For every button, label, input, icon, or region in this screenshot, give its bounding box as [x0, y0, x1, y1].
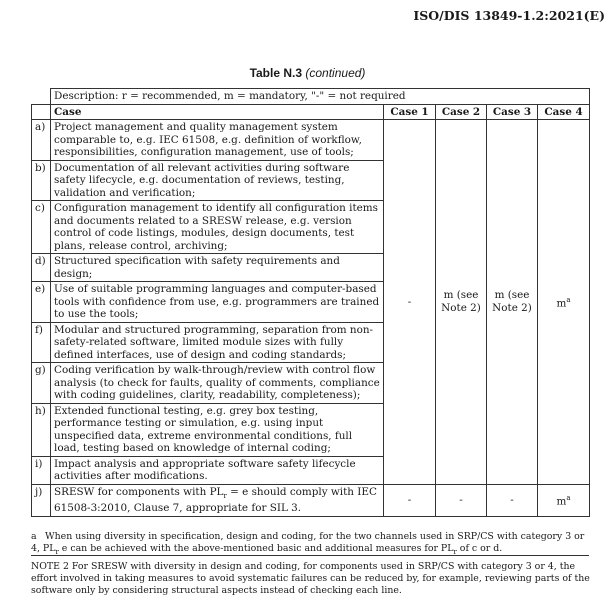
col-header-case4: Case 4	[538, 104, 590, 120]
row-text: Coding verification by walk-through/review with control flow analysis (to check for faults, quality of comments, compliance with coding guidelines, clarity, readability, completeness);	[51, 363, 384, 404]
merged-case4	[538, 120, 590, 485]
row-text: Configuration management to identify all configuration items and documents related to a SRESW release, e.g. version control of code listings, modules, design documents, test plans, release control, archiving;	[51, 201, 384, 254]
row-key: g)	[32, 363, 51, 404]
row-text: Structured specification with safety requirements and design;	[51, 254, 384, 282]
col-header-case1: Case 1	[384, 104, 436, 120]
row-key: j)	[32, 484, 51, 516]
row-text: Project management and quality management system comparable to, e.g. IEC 61508, e.g. definition of workflow, responsibilities, configuration management, use of tools;	[51, 120, 384, 161]
row-text: Extended functional testing, e.g. grey box testing, performance testing or simulation, e.g. using input unspecified data, extreme environmental conditions, full load, testing based on knowledge of internal coding;	[51, 403, 384, 456]
table-description: Description: r = recommended, m = mandatory, "-" = not required	[51, 89, 590, 105]
note-2: NOTE 2 For SRESW with diversity in design and coding, for components used in SRP/CS with category 3 or 4, the effort involved in taking measures to avoid systematic failures can be reduced by, for example, reviewing parts of the software only by considering structural aspects instead of checking each line.	[31, 561, 590, 596]
footnote-a-text-mid: e can be achieved with the above-mentioned basic and additional measures for PL	[58, 542, 454, 554]
row-key: a)	[32, 120, 51, 161]
row-text: Use of suitable programming languages and computer-based tools with confidence from use, e.g. programmers are trained to use the tools;	[51, 282, 384, 323]
description-row	[32, 89, 590, 105]
header-row	[32, 104, 590, 120]
row-text: Documentation of all relevant activities during software safety lifecycle, e.g. documentation of reviews, testing, validation and verification;	[51, 160, 384, 201]
footnote-a-text-post: of c or d.	[456, 542, 503, 554]
col-header-case3: Case 3	[487, 104, 538, 120]
row-key: i)	[32, 456, 51, 484]
row-key: f)	[32, 322, 51, 363]
table-title-continued: (continued)	[305, 66, 366, 80]
footnote-a-mark: a	[31, 531, 37, 542]
row-key: b)	[32, 160, 51, 201]
row-j-case4-value: m	[556, 495, 567, 508]
document-id: ISO/DIS 13849-1.2:2021(E)	[413, 8, 605, 23]
footnote-a-sub2: r	[453, 547, 457, 556]
row-j-case4	[538, 484, 590, 516]
row-j-text-pre: SRESW for components with PL	[54, 485, 224, 498]
col-header-case: Case	[51, 104, 384, 120]
footnote-a-sub: r	[55, 547, 59, 556]
merged-case1: -	[384, 120, 436, 485]
footnote-divider	[31, 555, 589, 556]
col-header-case2: Case 2	[436, 104, 487, 120]
row-j-subscript: r	[223, 491, 227, 500]
merged-case2: m (see Note 2)	[436, 120, 487, 485]
table-title-number: Table N.3	[249, 66, 303, 80]
row-key: h)	[32, 403, 51, 456]
table-row	[32, 120, 590, 161]
row-text	[51, 484, 384, 516]
table-row-j	[32, 484, 590, 516]
row-key: c)	[32, 201, 51, 254]
merged-case3: m (see Note 2)	[487, 120, 538, 485]
row-j-text-post: = e should comply with IEC 61508-3:2010, Clause 7, appropriate for SIL 3.	[54, 485, 377, 515]
footnote-a-text-pre: When using diversity in specification, design and coding, for the two channels used in SRP/CS with category 3 or 4, PL	[31, 531, 585, 554]
row-j-case1: -	[384, 484, 436, 516]
merged-case4-value: m	[556, 297, 567, 310]
row-text: Modular and structured programming, separation from non-safety-related software, limited module sizes with fully defined interfaces, use of design and coding standards;	[51, 322, 384, 363]
row-text: Impact analysis and appropriate software safety lifecycle activities after modifications.	[51, 456, 384, 484]
row-key: e)	[32, 282, 51, 323]
table-title	[0, 66, 615, 80]
row-j-case3: -	[487, 484, 538, 516]
row-j-case2: -	[436, 484, 487, 516]
row-j-case4-footnote-mark: a	[566, 494, 571, 503]
requirements-table	[31, 88, 590, 517]
row-key: d)	[32, 254, 51, 282]
merged-case4-footnote-mark: a	[566, 295, 571, 304]
